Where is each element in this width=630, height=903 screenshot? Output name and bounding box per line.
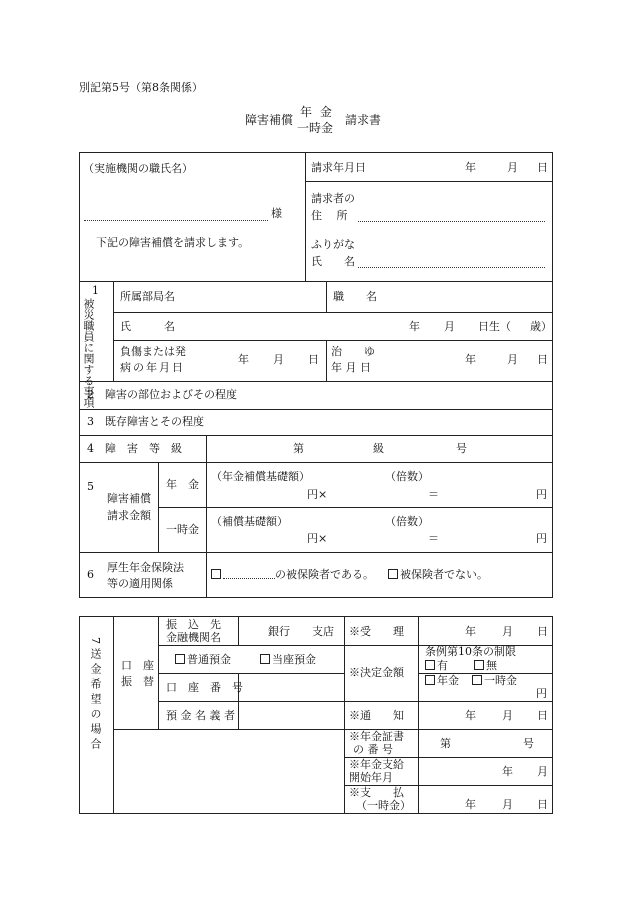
pay-year: 年 <box>465 798 476 811</box>
address-label-1: 請求者の <box>311 192 355 205</box>
section6-number: 6 <box>87 568 94 581</box>
limit-label: 条例第10条の制限 <box>425 645 516 658</box>
form-reference: 別記第5号（第8条関係） <box>79 81 203 94</box>
receipt-label: ※受 理 <box>349 625 404 638</box>
decision-pension-option[interactable] <box>425 675 459 686</box>
pay-label-1: ※支 払 <box>349 786 404 799</box>
cure-month-label: 月 <box>507 353 518 366</box>
start-month: 月 <box>537 765 548 778</box>
lump-eq: ＝ <box>428 532 439 545</box>
sama-label: 様 <box>271 207 282 220</box>
grade-kyu: 級 <box>373 442 384 455</box>
cure-day-label: 日 <box>537 353 548 366</box>
decision-lump-text: 一時金 <box>484 674 517 687</box>
bank-label-1: 振 込 先 <box>166 618 221 631</box>
address-field[interactable] <box>358 221 545 222</box>
cert-dai: 第 <box>440 737 451 750</box>
pension-eq: ＝ <box>428 488 439 501</box>
claim-month-label: 月 <box>507 161 518 174</box>
decision-lump-option[interactable] <box>472 675 517 686</box>
claim-day-label: 日 <box>537 161 548 174</box>
section4-label: 4 障 害 等 級 <box>87 442 182 455</box>
bank-label-2: 金融機関名 <box>166 631 221 644</box>
section5-number: 5 <box>87 480 94 493</box>
ordinary-deposit-option[interactable] <box>175 654 231 665</box>
section2-label: 2 障害の部位およびその程度 <box>87 388 237 401</box>
post-label: 職 名 <box>333 290 377 303</box>
lump-yen-x: 円× <box>307 532 328 545</box>
pay-day: 日 <box>537 798 548 811</box>
limit-yes-checkbox[interactable] <box>425 660 435 670</box>
decision-label: ※決定金額 <box>349 666 404 679</box>
cure-date-label-2: 年 月 日 <box>331 361 371 374</box>
account-label-1: 口 座 <box>121 659 154 672</box>
notice-label: ※通 知 <box>349 709 404 722</box>
injury-date-label-1: 負傷または発 <box>120 345 186 358</box>
lump-multiplier-label: （倍数） <box>385 515 429 528</box>
injury-date-label-2: 病の年月日 <box>120 361 185 374</box>
account-label-2: 振 替 <box>121 675 154 688</box>
receipt-month: 月 <box>502 625 513 638</box>
birth-month-label: 月 <box>444 320 455 333</box>
cure-year-label: 年 <box>465 353 476 366</box>
dept-label: 所属部局名 <box>120 290 175 303</box>
title-prefix: 障害補償 <box>245 113 294 127</box>
account-no-label: 口 座 番 号 <box>166 681 243 694</box>
pension-row-label: 年 金 <box>166 478 199 491</box>
limit-no-checkbox[interactable] <box>474 660 484 670</box>
lump-yen: 円 <box>536 532 547 545</box>
grade-dai: 第 <box>293 442 304 455</box>
lump-row-label: 一時金 <box>166 523 199 536</box>
injury-day-label: 日 <box>308 353 319 366</box>
start-label-2: 開始年月 <box>349 771 393 784</box>
current-deposit-option[interactable] <box>260 654 316 665</box>
section1-number: 1 <box>92 284 99 297</box>
title-pension: 年 金 <box>300 105 334 119</box>
pension-multiplier-label: （倍数） <box>385 470 429 483</box>
not-insured-option[interactable] <box>388 569 488 580</box>
cure-date-label-1: 治 ゆ <box>331 345 375 358</box>
current-text: 当座預金 <box>272 653 316 666</box>
grade-go: 号 <box>456 442 467 455</box>
agency-name-line[interactable] <box>84 220 268 221</box>
limit-yes-text: 有 <box>437 659 448 672</box>
remit-label: 7送金希望の場合 <box>89 637 102 753</box>
furigana-label: ふりがな <box>311 238 355 251</box>
insured-option[interactable] <box>211 569 374 580</box>
section5-label-2: 請求金額 <box>107 509 151 522</box>
section3-label: 3 既存障害とその程度 <box>87 415 204 428</box>
start-label-1: ※年金支給 <box>349 758 404 771</box>
cert-go: 号 <box>523 737 534 750</box>
title-suffix: 請求書 <box>345 113 382 127</box>
cert-label-1: ※年金証書 <box>349 730 404 743</box>
pension-yen: 円 <box>536 488 547 501</box>
section6-label-2: 等の適用関係 <box>107 577 173 590</box>
limit-no-text: 無 <box>486 659 497 672</box>
decision-pension-text: 年金 <box>437 674 459 687</box>
address-label-2: 住 所 <box>311 209 348 222</box>
bank-value[interactable]: 銀行 支店 <box>268 625 334 638</box>
claimant-name-field[interactable] <box>358 267 545 268</box>
pay-month: 月 <box>502 798 513 811</box>
insured-checkbox[interactable] <box>211 569 221 579</box>
not-insured-text: 被保険者でない。 <box>400 568 488 581</box>
agency-label: （実施機関の職氏名） <box>83 162 193 175</box>
section5-label-1: 障害補償 <box>107 492 151 505</box>
pay-label-2: （一時金） <box>356 799 411 812</box>
notice-month: 月 <box>502 709 513 722</box>
claimant-name-label: 氏 名 <box>311 255 355 268</box>
title-lump-sum: 一時金 <box>297 121 334 135</box>
pension-base-label: （年金補償基礎額） <box>211 470 310 483</box>
employee-name-label: 氏 名 <box>120 320 175 333</box>
limit-yes-option[interactable] <box>425 660 448 671</box>
receipt-day: 日 <box>537 625 548 638</box>
notice-year: 年 <box>465 709 476 722</box>
limit-no-option[interactable] <box>474 660 497 671</box>
ordinary-checkbox[interactable] <box>175 654 185 664</box>
claim-year-label: 年 <box>465 161 476 174</box>
section6-label-1: 厚生年金保険法 <box>107 561 184 574</box>
insurance-law-field[interactable] <box>223 569 275 579</box>
birth-year-label: 年 <box>409 320 420 333</box>
lump-base-label: （補償基礎額） <box>211 515 288 528</box>
injury-month-label: 月 <box>273 353 284 366</box>
notice-day: 日 <box>537 709 548 722</box>
section1-label: 被災職員に関する事項 <box>82 298 95 408</box>
pension-yen-x: 円× <box>307 488 328 501</box>
start-year: 年 <box>502 765 513 778</box>
holder-label: 預 金 名 義 者 <box>166 709 235 722</box>
request-text: 下記の障害補償を請求します。 <box>96 236 250 249</box>
age-label: 歳） <box>530 320 552 333</box>
receipt-year: 年 <box>465 625 476 638</box>
not-insured-checkbox[interactable] <box>388 569 398 579</box>
decision-pension-checkbox[interactable] <box>425 675 435 685</box>
ordinary-text: 普通預金 <box>187 653 231 666</box>
decision-lump-checkbox[interactable] <box>472 675 482 685</box>
insured-text: の被保険者である。 <box>275 568 374 581</box>
cert-label-2: の 番 号 <box>353 743 393 756</box>
decision-yen: 円 <box>536 687 547 700</box>
claim-date-label: 請求年月日 <box>311 161 366 174</box>
injury-year-label: 年 <box>238 353 249 366</box>
birth-day-label: 日生（ <box>478 320 511 333</box>
current-checkbox[interactable] <box>260 654 270 664</box>
